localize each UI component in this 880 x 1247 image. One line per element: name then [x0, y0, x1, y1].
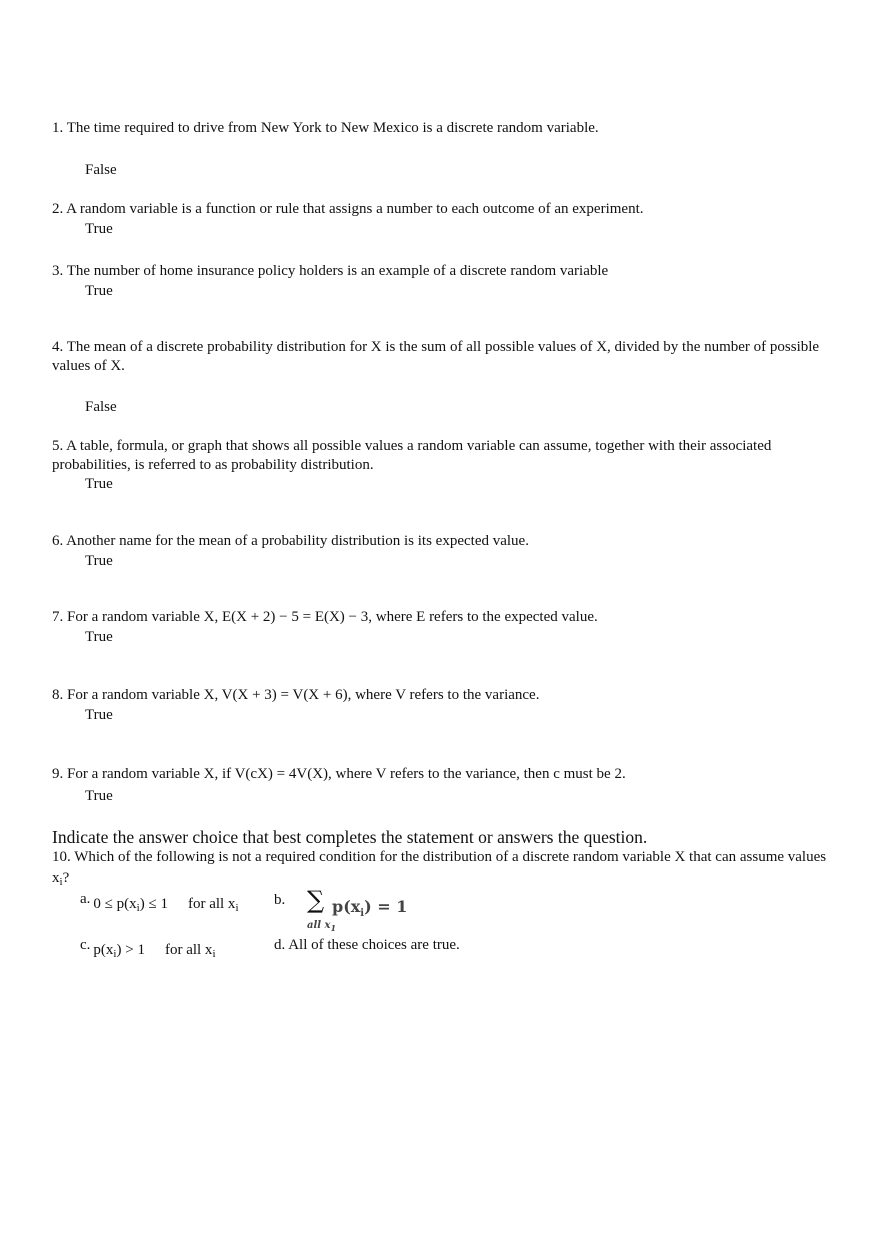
option-b[interactable] [274, 886, 412, 933]
option-a-condition-sub: i [235, 902, 239, 914]
sum-expression: $p(x_i) = 1$ [332, 897, 408, 919]
sum-lower-limit: all $x_1$ [307, 920, 337, 933]
answer-1: False [85, 162, 117, 178]
answer-5: True [85, 476, 113, 492]
question-1: 1. The time required to drive from New York to New Mexico is a discrete random variable. [52, 120, 599, 136]
option-c-sub: i [113, 948, 117, 960]
question-10-stem-sub: i [59, 876, 63, 888]
option-a-letter: a. [80, 891, 91, 907]
option-a-sub: i [136, 902, 140, 914]
option-b-sum-formula [292, 886, 412, 933]
question-5: 5. A table, formula, or graph that shows all possible values a random variable can assume, together with their associated probabilities, is referred to as probability distribution. [52, 438, 772, 473]
sigma-symbol: ∑ [307, 886, 325, 914]
option-a-post: ) ≤ 1 [139, 896, 168, 912]
option-c-pre: p(x [93, 942, 114, 958]
option-d-letter: d. [274, 937, 286, 953]
answer-9: True [85, 788, 113, 804]
answer-2: True [85, 221, 113, 237]
question-3: 3. The number of home insurance policy holders is an example of a discrete random variable [52, 263, 609, 279]
option-a-condition: for all x [187, 896, 236, 912]
option-a-pre: 0 ≤ p(x [93, 896, 137, 912]
question-10 [52, 847, 832, 890]
option-d-text: All of these choices are true. [288, 937, 460, 953]
option-c-post: ) > 1 [116, 942, 145, 958]
answer-7: True [85, 629, 113, 645]
option-d[interactable] [274, 936, 460, 955]
answer-8: True [85, 707, 113, 723]
answer-4: False [85, 399, 117, 415]
question-9: 9. For a random variable X, if V(cX) = 4V(X), where V refers to the variance, then c must be 2. [52, 766, 626, 782]
question-4: 4. The mean of a discrete probability distribution for X is the sum of all possible values of X, divided by the number of possible values of X. [52, 339, 820, 374]
option-c[interactable] [80, 937, 216, 961]
answer-3: True [85, 283, 113, 299]
answer-6: True [85, 553, 113, 569]
question-8: 8. For a random variable X, V(X + 3) = V(X + 6), where V refers to the variance. [52, 687, 540, 703]
question-7: 7. For a random variable X, E(X + 2) − 5 = E(X) − 3, where E refers to the expected value. [52, 609, 598, 625]
option-b-letter: b. [274, 892, 286, 908]
question-10-stem-end: ? [62, 870, 70, 886]
option-a[interactable] [80, 891, 239, 915]
section-instruction: Indicate the answer choice that best completes the statement or answers the question. [52, 827, 648, 847]
question-6: 6. Another name for the mean of a probability distribution is its expected value. [52, 533, 529, 549]
option-c-letter: c. [80, 937, 91, 953]
question-10-stem: 10. Which of the following is not a required condition for the distribution of a discrete random variable X that can assume values x [52, 849, 827, 886]
option-c-condition: for all x [164, 942, 213, 958]
question-2: 2. A random variable is a function or rule that assigns a number to each outcome of an experiment. [52, 201, 644, 217]
option-c-condition-sub: i [212, 948, 216, 960]
